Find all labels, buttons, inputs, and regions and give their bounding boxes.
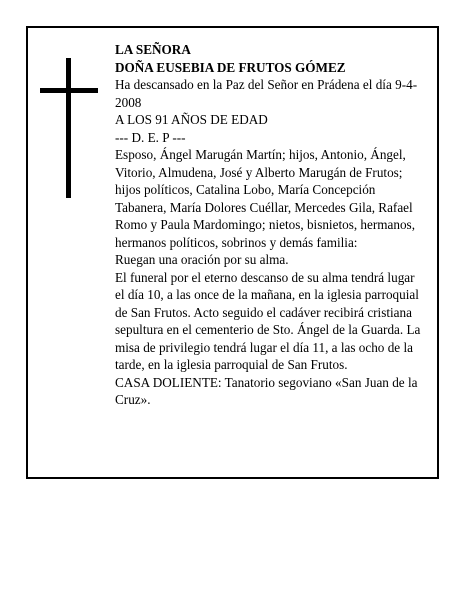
mourning-house: CASA DOLIENTE: Tanatorio segoviano «San Juan de la Cruz».	[115, 374, 418, 407]
obituary-text	[115, 41, 421, 409]
age-line: A LOS 91 AÑOS DE EDAD	[115, 112, 268, 127]
family-list: Esposo, Ángel Marugán Martín; hijos, Antonio, Ángel, Vitorio, Almudena, José y Alberto Marugán de Frutos; hijos políticos, Catalina Lobo, María Concepción Tabanera, María Dolores Cuéllar, Mercedes Gila, Rafael Romo y Paula Mardomingo; nietos, bisnietos, hermanos, hermanos políticos, sobrinos y demás familia:	[115, 147, 415, 250]
obituary-notice-frame	[26, 26, 439, 479]
rip-line: --- D. E. P ---	[115, 129, 186, 145]
funeral-details: El funeral por el eterno descanso de su alma tendrá lugar el día 10, a las once de la mañana, en la iglesia parroquial de San Frutos. Acto seguido el cadáver recibirá cristiana sepultura en el cementerio de Sto. Ángel de la Guarda. La misa de privilegio tendrá lugar el día 11, a las ocho de la tarde, en la iglesia parroquial de San Frutos.	[115, 269, 421, 372]
heading-title: LA SEÑORA	[115, 42, 191, 57]
cross-horizontal-bar	[40, 88, 98, 93]
deceased-name: DOÑA EUSEBIA DE FRUTOS GÓMEZ	[115, 59, 346, 75]
cross-icon	[40, 58, 98, 198]
cross-vertical-bar	[66, 58, 71, 198]
death-statement: Ha descansado en la Paz del Señor en Prádena el día 9-4-2008	[115, 77, 418, 110]
prayer-request: Ruegan una oración por su alma.	[115, 252, 289, 267]
